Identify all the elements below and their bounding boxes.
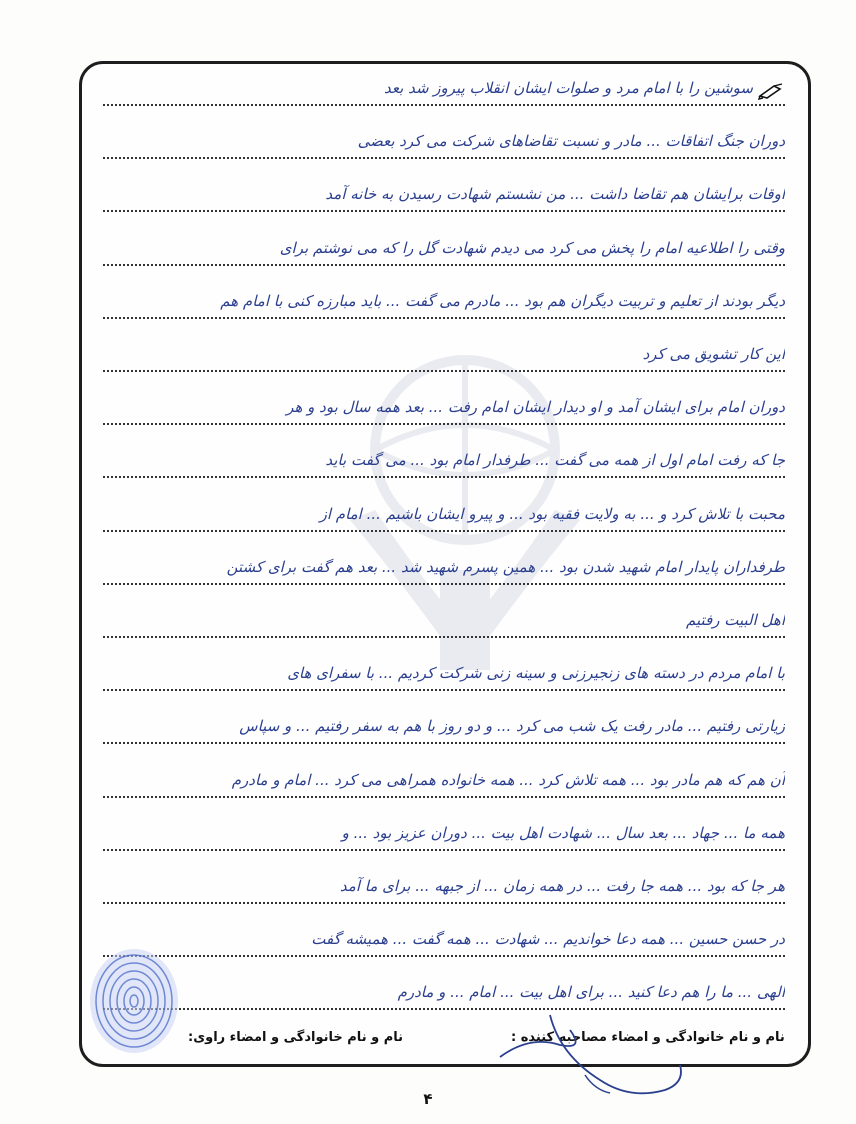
- handwritten-line: آن هم که هم مادر بود ... همه تلاش کرد ... همه خانواده همراهی می کرد ... امام و مادرم: [231, 771, 785, 789]
- handwritten-line: این کار تشویق می کرد: [642, 345, 785, 363]
- handwritten-line: سوشین را با امام مرد و صلوات ایشان انقلاب پیروز شد بعد: [384, 79, 753, 97]
- fingerprint-icon: [84, 945, 184, 1057]
- handwritten-line: زیارتی رفتیم ... مادر رفت یک شب می کرد ... و دو روز با هم به سفر رفتیم ... و سپاس: [239, 717, 785, 735]
- handwritten-line: الهی ... ما را هم دعا کنید ... برای اهل بیت ... امام ... و مادرم: [397, 983, 785, 1001]
- handwritten-line: اوقات برایشان هم تقاضا داشت ... من نشستم شهادت رسیدن به خانه آمد: [325, 185, 785, 203]
- page-number: ۴: [423, 1090, 433, 1108]
- pen-icon: [758, 82, 784, 100]
- handwritten-line: با امام مردم در دسته های زنجیرزنی و سینه زنی شرکت کردیم ... با سفرای های: [287, 664, 785, 682]
- handwritten-line: هر جا که بود ... همه جا رفت ... در همه زمان ... از جبهه ... برای ما آمد: [339, 877, 785, 895]
- interviewer-signature-label: نام و نام خانوادگی و امضاء مصاحبه کننده :: [511, 1030, 785, 1045]
- handwritten-line: دیگر بودند از تعلیم و تربیت دیگران هم بود ... مادرم می گفت ... باید مبارزه کنی با امام هم: [220, 292, 785, 310]
- handwritten-line: طرفداران پایدار امام شهید شدن بود ... همین پسرم شهید شد ... بعد هم گفت برای کشتن: [226, 558, 785, 576]
- handwritten-line: وقتی را اطلاعیه امام را پخش می کرد می دیدم شهادت گل را که می نوشتم برای: [279, 239, 785, 257]
- handwritten-line: جا که رفت امام اول از همه می گفت ... طرفدار امام بود ... می گفت باید: [325, 451, 785, 469]
- handwritten-line: اهل البیت رفتیم: [686, 611, 785, 629]
- narrator-signature-label: نام و نام خانوادگی و امضاء راوی:: [188, 1030, 403, 1045]
- handwritten-line: در حسن حسین ... همه دعا خواندیم ... شهادت ... همه گفت ... همیشه گفت: [311, 930, 785, 948]
- handwritten-line: دوران امام برای ایشان آمد و او دیدار ایشان امام رفت ... بعد همه سال بود و هر: [286, 398, 785, 416]
- handwritten-line: محبت با تلاش کرد و ... به ولایت فقیه بود ... و پیرو ایشان باشیم ... امام از: [319, 505, 785, 523]
- signature-mark: [490, 995, 690, 1105]
- handwritten-line: دوران جنگ اتفاقات ... مادر و نسبت تقاضاهای شرکت می کرد بعضی: [357, 132, 785, 150]
- handwritten-line: همه ما ... جهاد ... بعد سال ... شهادت اهل بیت ... دوران عزیز بود ... و: [341, 824, 785, 842]
